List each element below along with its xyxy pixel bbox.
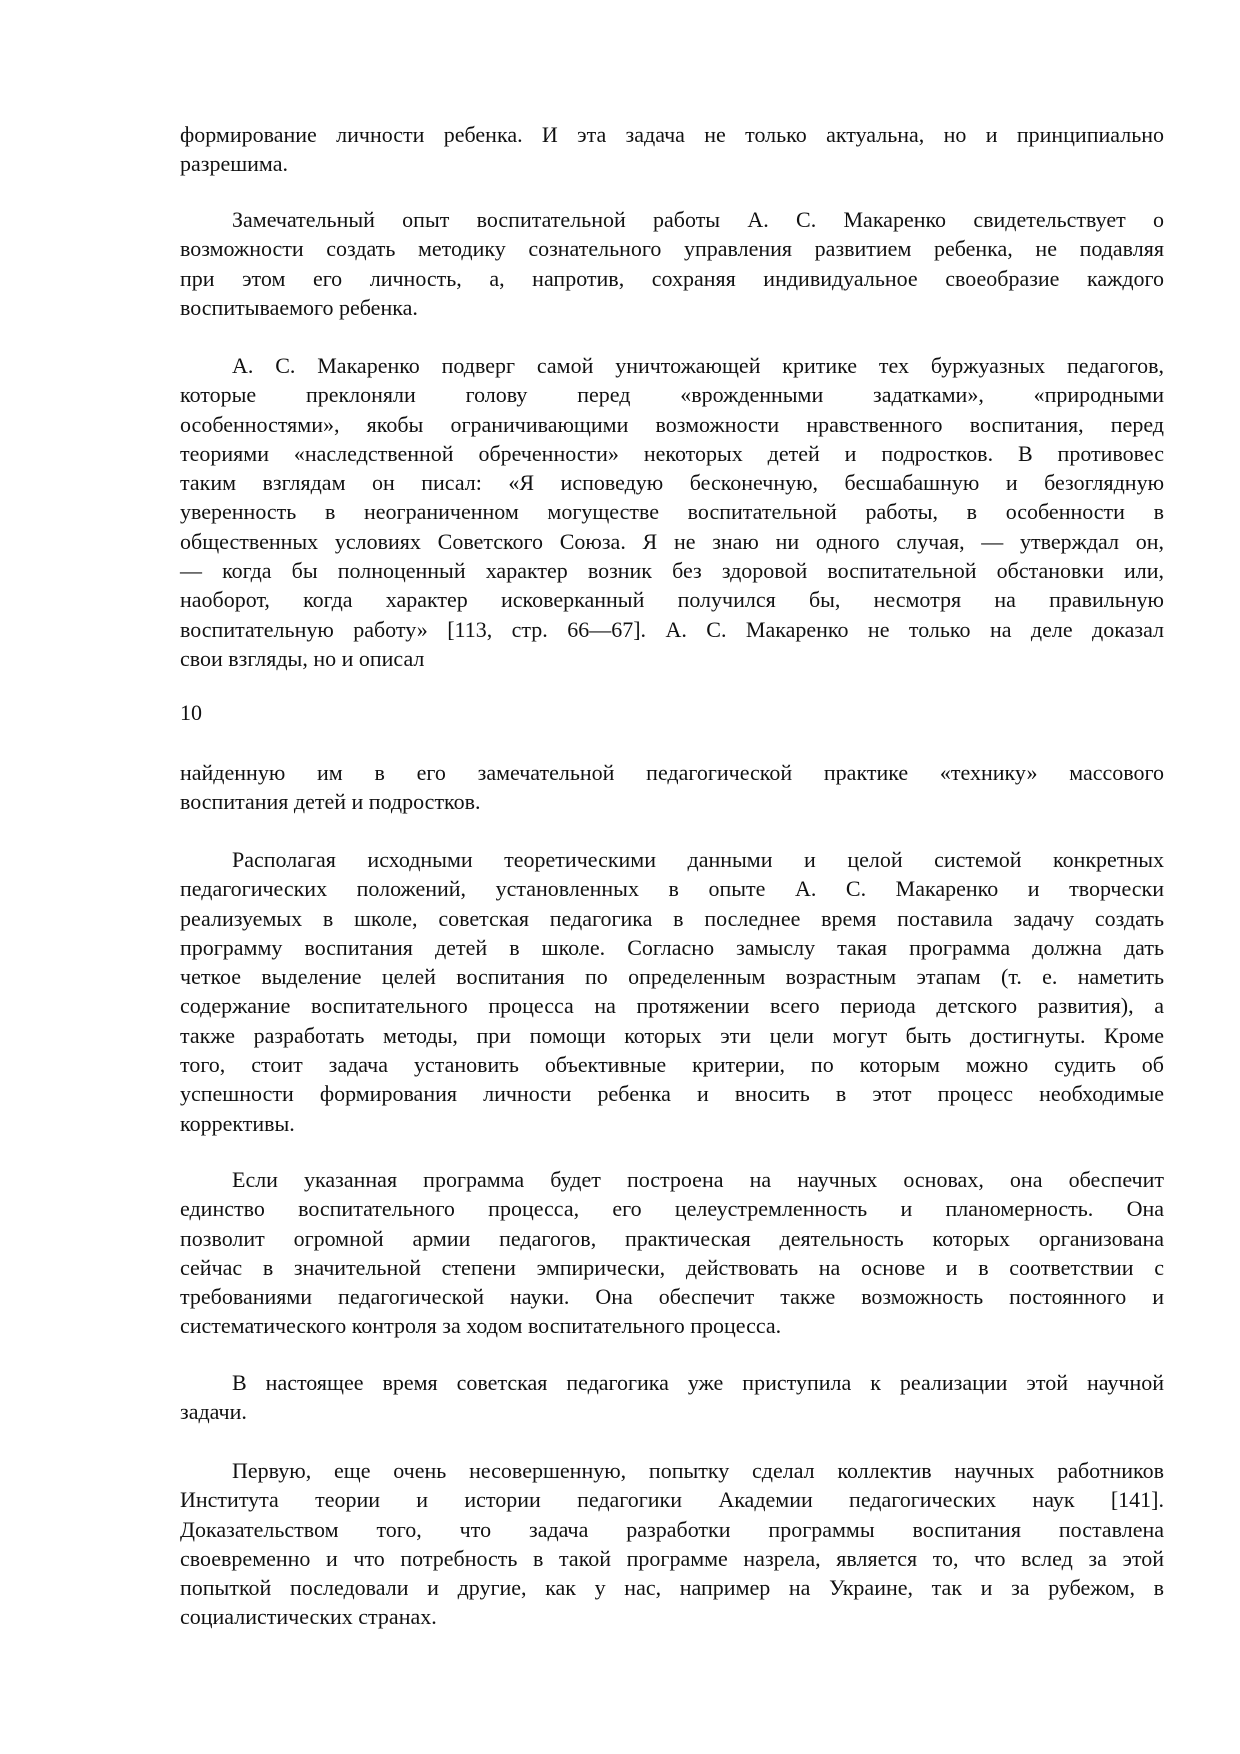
text-line: таким взглядам он писал: «Я исповедую бесконечную, бесшабашную и безоглядную [180,470,1164,496]
text-line: успешности формирования личности ребенка и вносить в этот процесс необходимые [180,1081,1164,1107]
text-line: А. С. Макаренко подверг самой уничтожающей критике тех буржуазных педагогов, [232,353,1164,378]
text-line: Замечательный опыт воспитательной работы А. С. Макаренко свидетельствует о [232,207,1164,232]
paragraph [180,1368,1164,1427]
text-line: коррективы. [180,1110,295,1136]
text-line: уверенность в неограниченном могуществе воспитательной работы, в особенности в [180,499,1164,525]
text-line: программу воспитания детей в школе. Согласно замыслу такая программа должна дать [180,934,1164,960]
page-number: 10 [180,700,202,725]
text-line: возможности создать методику сознательного управления развитием ребенка, не подавляя [180,236,1164,262]
text-line: Располагая исходными теоретическими данными и целой системой конкретных [232,847,1164,872]
text-line: четкое выделение целей воспитания по определенным возрастным этапам (т. е. наметить [180,964,1164,990]
text-line: единство воспитательного процесса, его целеустремленность и планомерность. Она [180,1196,1164,1222]
text-line: задачи. [180,1399,247,1425]
paragraph [180,758,1164,817]
text-line: В настоящее время советская педагогика уже приступила к реализации этой научной [232,1370,1164,1395]
text-line: наоборот, когда характер исковерканный получился бы, несмотря на правильную [180,587,1164,613]
text-line: социалистических странах. [180,1604,437,1630]
paragraph [180,205,1164,322]
paragraph [180,120,1164,179]
text-line: также разработать методы, при помощи которых эти цели могут быть достигнуты. Кроме [180,1022,1164,1048]
text-line: формирование личности ребенка. И эта задача не только актуальна, но и принципиально [180,122,1164,147]
paragraph [180,845,1164,1138]
text-line: того, стоит задача установить объективные критерии, по которым можно судить об [180,1052,1164,1078]
text-line: сейчас в значительной степени эмпирически, действовать на основе и в соответствии с [180,1254,1164,1280]
text-line: Института теории и истории педагогики Академии педагогических наук [141]. [180,1487,1164,1513]
text-line: попыткой последовали и другие, как у нас, например на Украине, так и за рубежом, в [180,1575,1164,1601]
text-line: разрешима. [180,151,288,177]
text-line: при этом его личность, а, напротив, сохраняя индивидуальное своеобразие каждого [180,265,1164,291]
text-line: — когда бы полноценный характер возник без здоровой воспитательной обстановки или, [180,558,1164,584]
text-line: воспитательную работу» [113, стр. 66—67]. А. С. Макаренко не только на деле доказал [180,616,1164,642]
text-line: воспитываемого ребенка. [180,294,418,320]
text-line: содержание воспитательного процесса на протяжении всего периода детского развития), а [180,993,1164,1019]
text-line: Первую, еще очень несовершенную, попытку сделал коллектив научных работников [232,1458,1164,1483]
paragraph [180,351,1164,673]
text-line: Если указанная программа будет построена на научных основах, она обеспечит [232,1167,1164,1192]
text-line: позволит огромной армии педагогов, практическая деятельность которых организована [180,1225,1164,1251]
text-line: найденную им в его замечательной педагогической практике «технику» массового [180,760,1164,785]
text-line: общественных условиях Советского Союза. Я не знаю ни одного случая, — утверждал он, [180,528,1164,554]
text-line: педагогических положений, установленных в опыте А. С. Макаренко и творчески [180,876,1164,902]
text-line: теориями «наследственной обреченности» некоторых детей и подростков. В противовес [180,440,1164,466]
text-line: своевременно и что потребность в такой программе назрела, является то, что вслед за этой [180,1545,1164,1571]
paragraph [180,1456,1164,1632]
text-line: свои взгляды, но и описал [180,645,425,671]
text-line: систематического контроля за ходом воспитательного процесса. [180,1313,782,1339]
text-line: воспитания детей и подростков. [180,789,481,815]
text-line: особенностями», якобы ограничивающими возможности нравственного воспитания, перед [180,411,1164,437]
text-line: требованиями педагогической науки. Она обеспечит также возможность постоянного и [180,1284,1164,1310]
text-line: которые преклоняли голову перед «врожденными задатками», «природными [180,382,1164,408]
text-line: реализуемых в школе, советская педагогика в последнее время поставила задачу создать [180,905,1164,931]
paragraph [180,1165,1164,1341]
text-line: Доказательством того, что задача разработки программы воспитания поставлена [180,1516,1164,1542]
